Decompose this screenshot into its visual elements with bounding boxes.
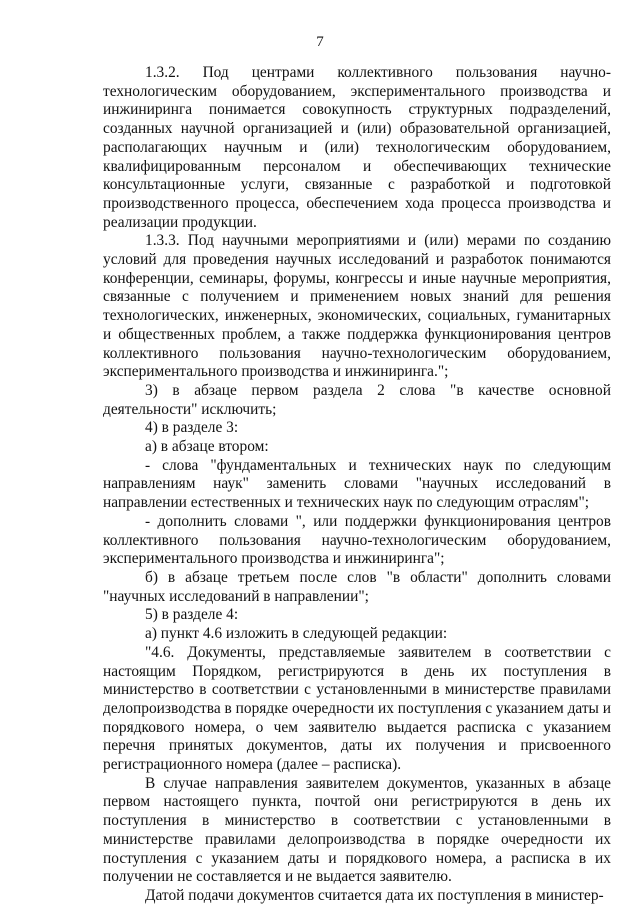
paragraph-item-4a-replace: - слова "фундаментальных и технических наук по следующим направлениям наук" заменить словами "научных исследований в направлении естественных и технических наук по следующим отраслям";	[103, 456, 611, 512]
paragraph-4-6-mail: В случае направления заявителем документов, указанных в абзаце первом настоящего пункта, почтой они регистрируются в день их поступления в министерство в соответствии с установленными в министерстве правилами делопроизводства в порядке очередности их поступления с указанием даты и порядкового номера, а расписка в их получении не составляется и не выдается заявителю.	[103, 774, 611, 886]
paragraph-item-5: 5) в разделе 4:	[145, 606, 239, 624]
paragraph-item-4a-append: - дополнить словами ", или поддержки функционирования центров коллективного пользования научно-технологическим оборудованием, экспериментального производства и инжиниринга";	[103, 512, 611, 568]
paragraph-item-3: 3) в абзаце первом раздела 2 слова "в качестве основной деятельности" исключить;	[103, 381, 611, 418]
paragraph-item-4a: а) в абзаце втором:	[145, 438, 269, 456]
page-number: 7	[316, 34, 324, 50]
paragraph-4-6-date: Датой подачи документов считается дата их поступления в министер-	[145, 886, 604, 904]
paragraph-4-6: "4.6. Документы, представляемые заявителем в соответствии с настоящим Порядком, регистрируются в день их поступления в министерство в соответствии с установленными в министерстве правилами делопроизводства в порядке очередности их поступления с указанием даты и порядкового номера, о чем заявителю выдается расписка с указанием перечня принятых документов, даты их получения и присвоенного регистрационного номера (далее – расписка).	[103, 643, 611, 774]
paragraph-item-4: 4) в разделе 3:	[145, 419, 239, 437]
document-body	[103, 64, 611, 906]
paragraph-1-3-3: 1.3.3. Под научными мероприятиями и (или) мерами по созданию условий для проведения научных исследований и разработок понимаются конференции, семинары, форумы, конгрессы и иные научные мероприятия, связанные с получением и применением новых знаний для решения технологических, инженерных, экономических, социальных, гуманитарных и общественных проблем, а также поддержка функционирования центров коллективного пользования научно-технологическим оборудованием, экспериментального производства и инжиниринга.";	[103, 232, 611, 381]
paragraph-item-4b: б) в абзаце третьем после слов "в области" дополнить словами "научных исследований в направлении";	[103, 568, 611, 605]
paragraph-item-5a: а) пункт 4.6 изложить в следующей редакции:	[145, 625, 448, 643]
paragraph-1-3-2: 1.3.2. Под центрами коллективного пользования научно-технологическим оборудованием, экспериментального производства и инжиниринга понимается совокупность структурных подразделений, созданных научной организацией и (или) образовательной организацией, располагающих научным и (или) технологическим оборудованием, квалифицированным персоналом и обеспечивающих технические консультационные услуги, связанные с разработкой и подготовкой производственного процесса, обеспечением хода процесса производства и реализации продукции.	[103, 64, 611, 231]
